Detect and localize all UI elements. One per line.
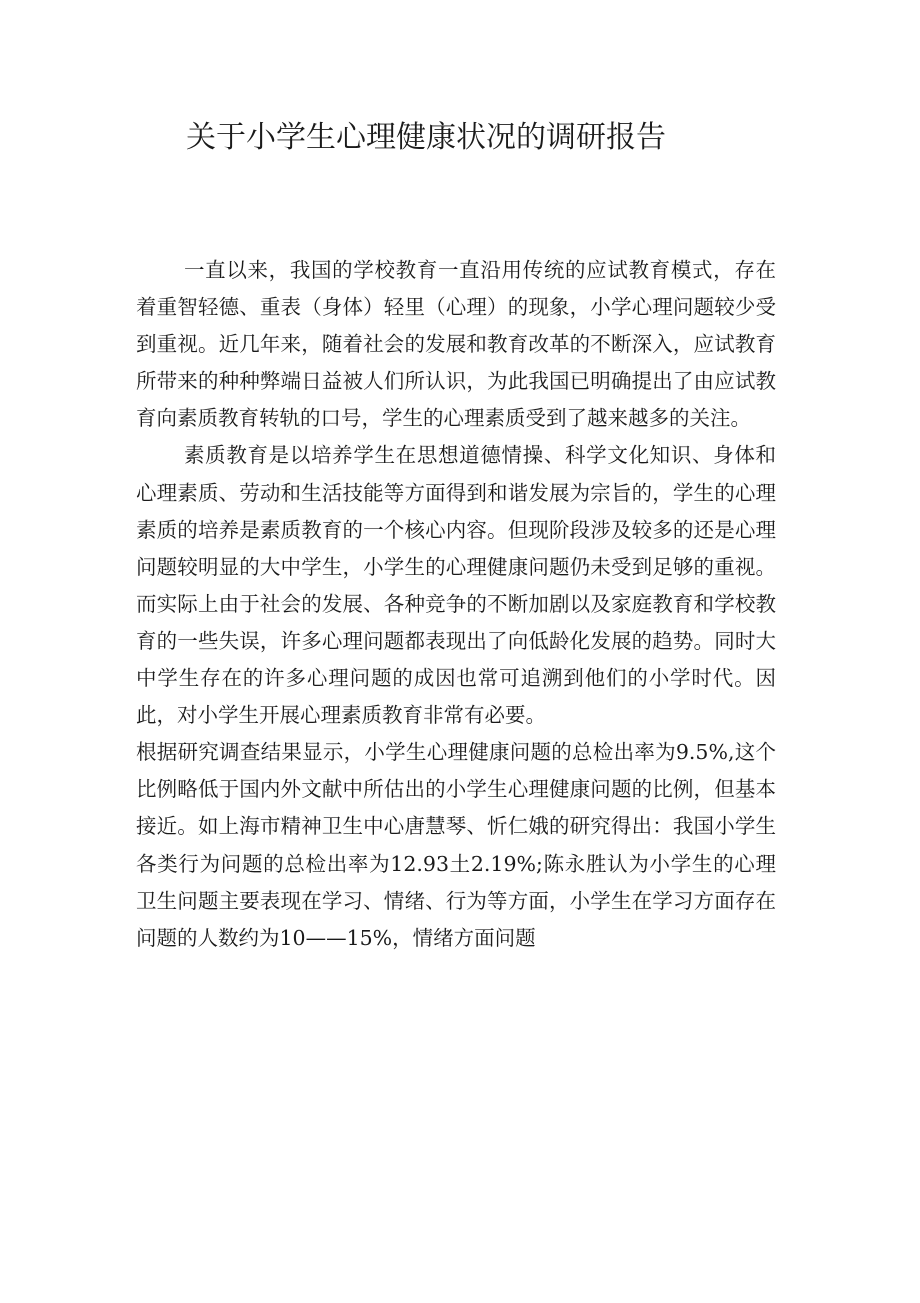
paragraph-3: 根据研究调查结果显示，小学生心理健康问题的总检出率为9.5%,这个比例略低于国内外文献中所估出的小学生心理健康问题的比例，但基本接近。如上海市精神卫生中心唐慧琴、忻仁娥的研究得出：我国小学生各类行为问题的总检出率为12.93土2.19%;陈永胜认为小学生的心理卫生问题主要表现在学习、情绪、行为等方面，小学生在学习方面存在问题的人数约为10——15%，情绪方面问题: [136, 740, 776, 950]
document-title: 关于小学生心理健康状况的调研报告: [186, 120, 666, 155]
paragraph-1: 一直以来，我国的学校教育一直沿用传统的应试教育模式，存在着重智轻德、重表（身体）轻里（心理）的现象，小学心理问题较少受到重视。近几年来，随着社会的发展和教育改革的不断深入，应试教育所带来的种种弊端日益被人们所认识，为此我国已明确提出了由应试教育向素质教育转轨的口号，学生的心理素质受到了越来越多的关注。: [136, 258, 776, 431]
document-body: [136, 252, 776, 957]
paragraph-2: 素质教育是以培养学生在思想道德情操、科学文化知识、身体和心理素质、劳动和生活技能等方面得到和谐发展为宗旨的，学生的心理素质的培养是素质教育的一个核心内容。但现阶段涉及较多的还是心理问题较明显的大中学生，小学生的心理健康问题仍未受到足够的重视。而实际上由于社会的发展、各种竞争的不断加剧以及家庭教育和学校教育的一些失误，许多心理问题都表现出了向低龄化发展的趋势。同时大中学生存在的许多心理问题的成因也常可追溯到他们的小学时代。因此，对小学生开展心理素质教育非常有必要。: [136, 443, 776, 728]
